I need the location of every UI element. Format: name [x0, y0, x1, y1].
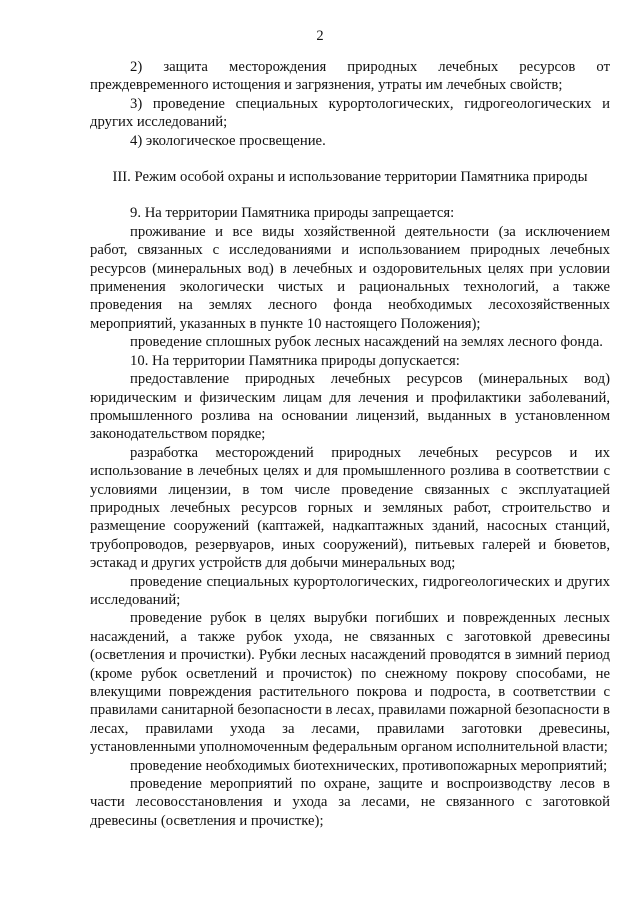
clause-9-item-1: проживание и все виды хозяйственной деятельности (за исключением работ, связанных с исследованиями и использованием природных лечебных ресурсов (минеральных вод) в лечебных и оздоровительных целях при условии применения экологически чистых и рациональных технологий, а также проведения на землях лесного фонда необходимых лесохозяйственных мероприятий, указанных в пункте 10 настоящего Положения); — [90, 223, 610, 332]
clause-9-heading: 9. На территории Памятника природы запрещается: — [130, 205, 455, 222]
list-item-3: 3) проведение специальных курортологических, гидрогеологических и других исследований; — [90, 95, 610, 131]
clause-10-item-1: предоставление природных лечебных ресурсов (минеральных вод) юридическим и физическим лицам для лечения и профилактики заболеваний, промышленного розлива на основании лицензий, выданных в установленном законодательством порядке; — [90, 371, 610, 443]
page-number: 2 — [316, 28, 324, 44]
clause-10-item-5: проведение необходимых биотехнических, противопожарных мероприятий; — [130, 757, 608, 774]
list-item-4: 4) экологическое просвещение. — [130, 132, 326, 149]
list-item-2: 2) защита месторождения природных лечебных ресурсов от преждевременного истощения и загрязнения, утраты им лечебных свойств; — [90, 59, 610, 94]
clause-10-item-2: разработка месторождений природных лечебных ресурсов и их использование в лечебных целях и для промышленного розлива в соответствии с условиями лицензии, в том числе проведение связанных с эксплуатацией природных лечебных ресурсов горных и земляных работ, строительство и размещение сооружений (каптажей, надкаптажных зданий, насосных станций, трубопроводов, резервуаров, иных сооружений), питьевых галерей и бюветов, эстакад и других устройств для добычи минеральных вод; — [90, 444, 610, 572]
clause-10-heading: 10. На территории Памятника природы допускается: — [130, 352, 460, 369]
clause-10-item-6: проведение мероприятий по охране, защите и воспроизводству лесов в части лесовосстановления и ухода за лесами, не связанного с заготовкой древесины (осветления и прочистке); — [90, 776, 610, 829]
clause-10-item-3: проведение специальных курортологических, гидрогеологических и других исследований; — [90, 573, 610, 608]
clause-10-item-4: проведение рубок в целях вырубки погибших и поврежденных лесных насаждений, а также рубок ухода, не связанных с заготовкой древесины (осветления и прочистки). Рубки лесных насаждений проводятся в зимний период (кроме рубок осветлений и прочисток) по снежному покрову способами, не влекущими повреждения растительного покрова и подроста, в соответствии с правилами санитарной безопасности в лесах, правилами пожарной безопасности в лесах, правилами ухода за лесами, правилами заготовки древесины, установленными уполномоченным федеральным органом исполнительной власти; — [90, 610, 610, 756]
clause-9-item-2: проведение сплошных рубок лесных насаждений на землях лесного фонда. — [130, 334, 603, 351]
document-body — [90, 58, 610, 830]
section-heading: III. Режим особой охраны и использование территории Памятника природы — [112, 169, 588, 186]
